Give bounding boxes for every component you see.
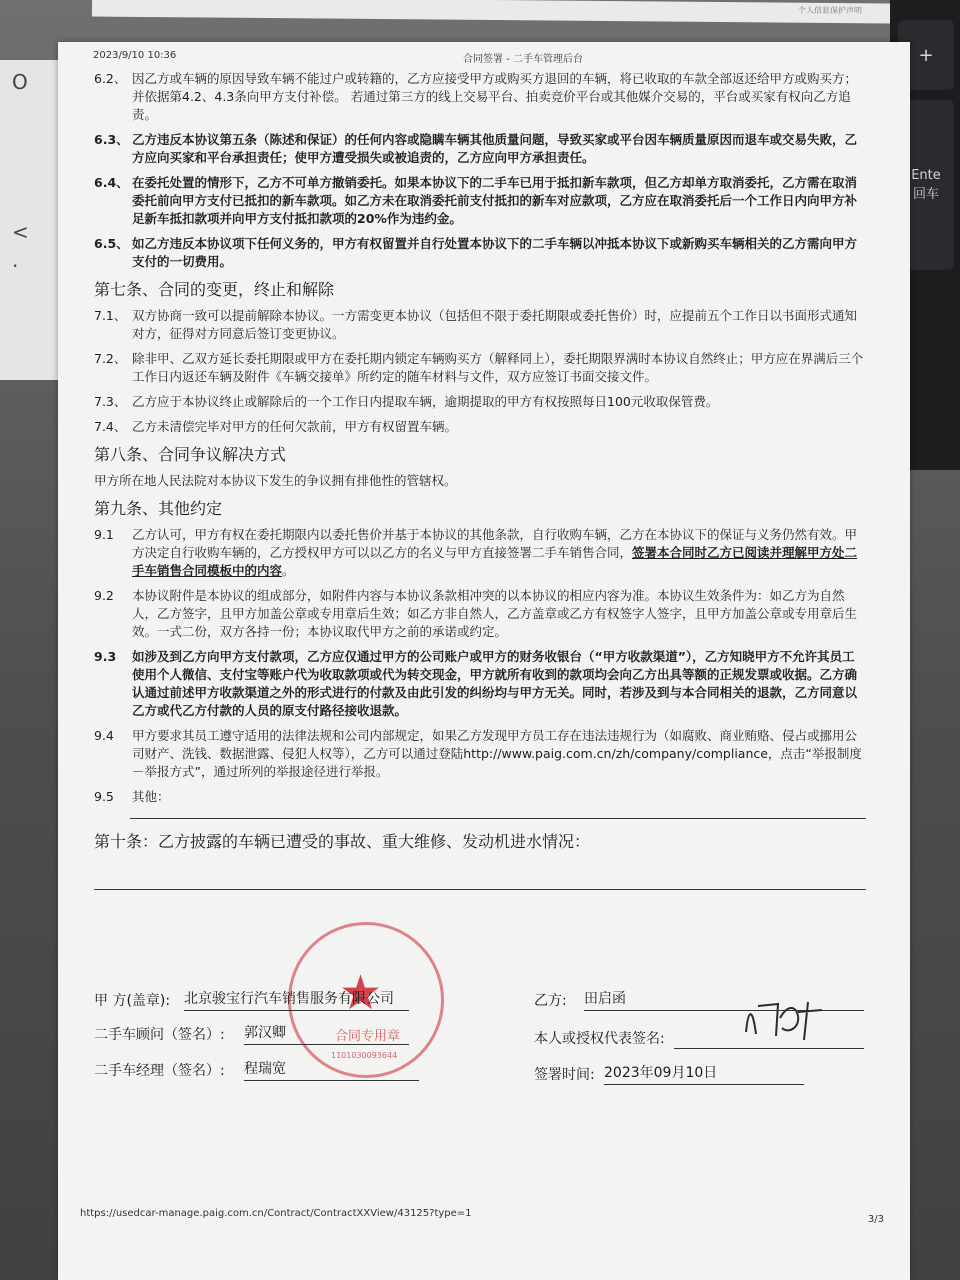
section-8-title: 第八条、合同争议解决方式 [94,445,287,464]
disclosure-line [94,859,866,890]
dot-key: . [12,248,19,272]
clause-text: 甲方要求其员工遵守适用的法律法规和公司内部规定，如果乙方发现甲方员工存在违法违规行为（如腐败、商业贿赂、侵占或挪用公司财产、洗钱、数据泄露、侵犯人权等），乙方可以通过登陆http://www.paig.com.cn/zh/company/compliance，点击“举报制度－举报方式”，通过所列的举报途径进行举报。 [132,728,862,779]
advisor-value: 郭汉卿 [244,1022,409,1045]
print-header [93,50,870,65]
clause-6-4 [94,174,866,228]
clause-number: 9.4 [94,728,114,743]
clause-underlined-text: 签署本合同时乙方已阅读并理解甲方处二手车销售合同模板中的内容 [132,545,858,578]
clause-9-5 [94,788,866,806]
clause-text: 如涉及到乙方向甲方支付款项，乙方应仅通过甲方的公司账户或甲方的财务收银台（“甲方收款渠道”），乙方知晓甲方不允许其员工使用个人微信、支付宝等账户代为收取款项或代为转交现金，甲方就所有收到的款项均会向乙方出具等额的正规发票或收据。乙方确认通过前述甲方收款渠道之外的形式进行的付款及由此引发的纠纷均与甲方无关。同时，若涉及到与本合同相关的退款，乙方同意以乙方或代乙方付款的人员的原支付路径接收退款。 [132,649,858,718]
clause-9-1 [94,526,866,580]
clause-number: 7.4、 [94,419,127,434]
underlying-sheet-text: 个人信息保护声明 [797,5,863,16]
manager-label: 二手车经理（签名）: [94,1063,225,1079]
clause-9-2 [94,587,866,641]
clause-text: 乙方未清偿完毕对甲方的任何欠款前，甲方有权留置车辆。 [132,419,458,434]
clause-text: 乙方应于本协议终止或解除后的一个工作日内提取车辆，逾期提取的甲方有权按照每日100元收取保管费。 [132,394,719,409]
clause-number: 6.4、 [94,175,129,190]
party-b-value: 田启函 [584,988,864,1011]
other-terms-line [130,806,866,819]
clause-text: 双方协商一致可以提前解除本协议。一方需变更本协议（包括但不限于委托期限或委托售价）时，应提前五个工作日以书面形式通知对方，征得对方同意后签订变更协议。 [132,308,858,341]
clause-number: 9.2 [94,588,114,603]
left-device [0,60,58,380]
clause-number: 9.3 [94,649,117,664]
party-a-label: 甲 方(盖章): [94,993,171,1009]
clause-6-2 [94,70,866,124]
clause-text: 如乙方违反本协议项下任何义务的，甲方有权留置并自行处置本协议下的二手车辆以冲抵本协议下或新购买车辆相关的乙方需向甲方支付的一切费用。 [132,236,858,269]
clause-number: 7.3、 [94,394,127,409]
clause-number: 9.5 [94,789,114,804]
left-arrow-key: < [12,220,29,244]
seal-star-icon: ★ [339,965,383,1021]
clause-7-2 [94,350,866,386]
clause-number: 6.2、 [94,71,127,86]
rep-sign-label: 本人或授权代表签名: [534,1031,665,1047]
sign-time-value: 2023年09月10日 [604,1062,804,1085]
clause-6-5 [94,235,866,271]
clause-7-1 [94,307,866,343]
section-7-title: 第七条、合同的变更，终止和解除 [94,280,335,299]
clause-text: 除非甲、乙双方延长委托期限或甲方在委托期内锁定车辆购买方（解释同上），委托期限界满时本协议自然终止；甲方应在界满后三个工作日内返还车辆及附件《车辆交接单》所约定的随车材料与文件，双方应签订书面交接文件。 [132,351,864,384]
clause-7-3 [94,393,866,411]
seal-number: 1101030093644 [331,1051,398,1060]
plus-key-label: + [918,44,934,66]
seal-text: 合同专用章 [335,1029,401,1044]
clause-number: 6.3、 [94,132,129,147]
clause-number: 7.2、 [94,351,127,366]
clause-text: 乙方违反本协议第五条（陈述和保证）的任何内容或隐瞒车辆其他质量问题，导致买家或平台因车辆质量原因而退车或交易失败，乙方应向买家和平台承担责任；使甲方遭受损失或被追责的，乙方应向甲方承担责任。 [132,132,858,165]
clause-number: 9.1 [94,527,114,542]
circle-key: O [12,70,28,94]
clause-9-3 [94,648,866,720]
clause-text: 其他： [132,789,170,804]
clause-number: 6.5、 [94,236,129,251]
section-9-title: 第九条、其他约定 [94,499,223,518]
advisor-label: 二手车顾问（签名）: [94,1027,225,1043]
party-a-value: 北京骏宝行汽车销售服务有限公司 [184,988,409,1011]
enter-key-label: Ente [911,168,941,183]
handwritten-signature [738,994,828,1044]
print-url: https://usedcar-manage.paig.com.cn/Contract/ContractXXView/43125?type=1 [80,1208,472,1219]
clause-text-part: 乙方认可，甲方有权在委托期限内以委托售价并基于本协议的其他条款，自行收购车辆，乙方在本协议下的保证与义务仍然有效。甲方决定自行收购车辆的，乙方授权甲方可以以乙方的名义与甲方直接签署二手车销售合同， [132,527,858,560]
enter-key-label-cn: 回车 [912,187,939,202]
clause-number: 7.1、 [94,308,127,323]
page-number: 3/3 [867,1214,884,1225]
clause-9-4 [94,727,866,781]
clause-6-3 [94,131,866,167]
contract-page [58,42,910,1280]
clause-text: 在委托处置的情形下，乙方不可单方撤销委托。如果本协议下的二手车已用于抵扣新车款项，但乙方却单方取消委托，乙方需在取消委托前向甲方支付已抵扣的新车款项。如乙方未在取消委托前支付抵扣的新车对应款项，乙方应在取消委托后一个工作日内向甲方补足新车抵扣款项并向甲方支付抵扣款项的20%作为违约金。 [132,175,858,226]
contract-body [94,70,866,890]
manager-value: 程瑞宽 [244,1058,419,1081]
section-10-title: 第十条：乙方披露的车辆已遭受的事故、重大维修、发动机进水情况： [94,832,591,851]
clause-end: 。 [282,563,295,578]
clause-text [132,526,866,580]
clause-text: 因乙方或车辆的原因导致车辆不能过户或转籍的，乙方应接受甲方或购买方退回的车辆，将已收取的车款全部返还给甲方或购买方；并依据第4.2、4.3条向甲方支付补偿。 若通过第三方的线上交易平台、拍卖竞价平台或其他媒介交易的，平台或买家有权向乙方追责。 [132,71,858,122]
clause-text: 本协议附件是本协议的组成部分，如附件内容与本协议条款相冲突的以本协议的相应内容为准。本协议生效条件为：如乙方为自然人，乙方签字，且甲方加盖公章或专用章后生效；如乙方非自然人，乙方盖章或乙方有权签字人签字，且甲方加盖公章或专用章后生效。一式二份，双方各持一份；本协议取代甲方之前的承诺或约定。 [132,588,858,639]
clause-7-4 [94,418,866,436]
section-8-text: 甲方所在地人民法院对本协议下发生的争议拥有排他性的管辖权。 [94,473,457,488]
sign-time-label: 签署时间: [534,1067,595,1083]
print-title: 合同签署 - 二手车管理后台 [463,54,583,65]
print-timestamp: 2023/9/10 10:36 [93,50,177,61]
party-b-label: 乙方: [534,993,567,1009]
